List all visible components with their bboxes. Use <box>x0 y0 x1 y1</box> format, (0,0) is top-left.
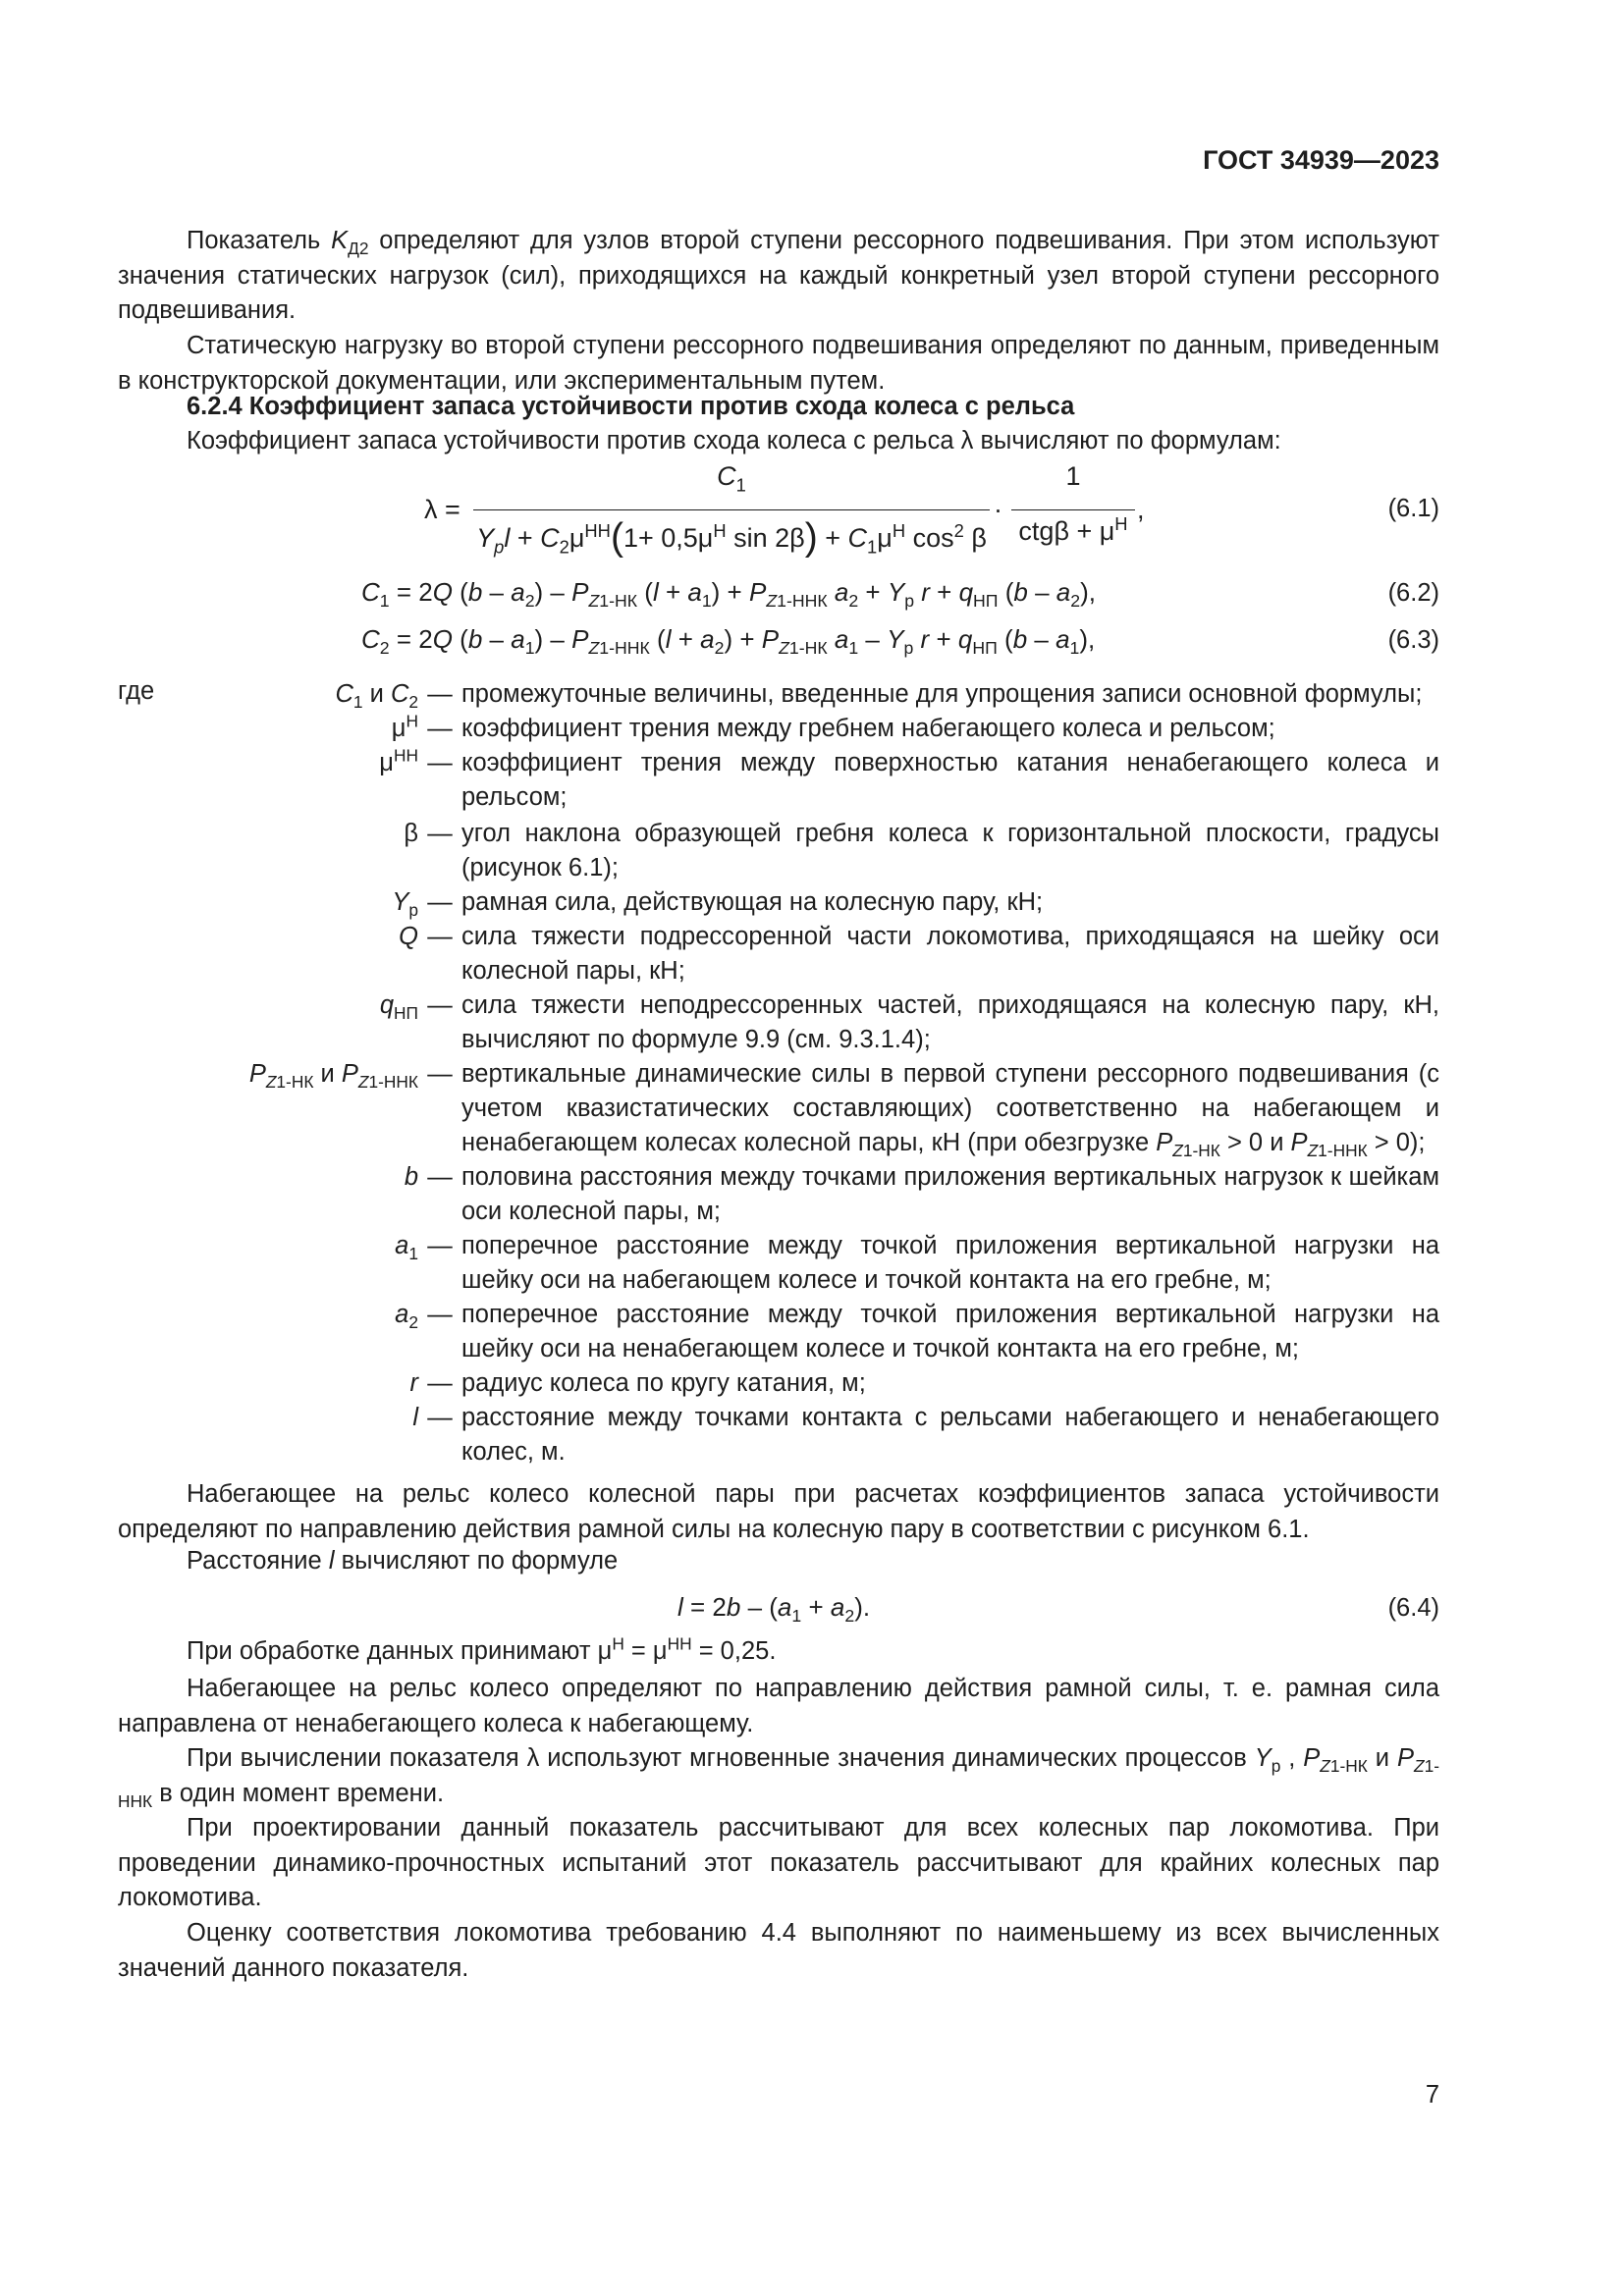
definition-q: Q — сила тяжести подрессоренной части локомотива, приходящаяся на шейку оси колесной пары, кН; <box>399 923 1439 985</box>
definition-yp: $Y_р$ — рамная сила, действующая на колесную пару, кН; <box>392 888 1044 921</box>
equation-6-1: λ = $C_1$ $Y_pl + C_2\mu^{НН}(1+ 0,5\mu^Н$ $\sin 2\beta) + C_1\mu^Н$ $\cos^2 \beta$ · 1 $ctg\beta + \mu^Н$ , <box>424 461 1145 559</box>
paragraph-static-load: Статическую нагрузку во второй ступени рессорного подвешивания определяют по данным, приведенным в конструкторской документации, или экспериментальным путем. <box>118 332 1439 395</box>
definition-q-np: $q_{НП}$ — сила тяжести неподрессоренных частей, приходящаяся на колесную пару, кН, вычисляют по формуле 9.9 (см. 9.3.1.4); <box>379 991 1439 1053</box>
paragraph-friction-values: При обработке данных принимают $\mu^Н = \mu^{НН} = 0,25$. <box>187 1633 777 1665</box>
equation-6-2: $C_1 = 2Q$ $(b - a_2) - P_{Z1-НК}$ $(l + a_1) + P_{Z1-ННК}$ $a_2 + Y_р$ $r + q_{НП}$ $(b - a_2)$, <box>361 577 1096 612</box>
equation-6-3: $C_2 = 2Q$ $(b - a_1) - P_{Z1-ННК}$ $(l + a_2) + P_{Z1-НК}$ $a_1 - Y_р$ $r + q_{НП}$ $(b - a_1)$, <box>361 624 1096 659</box>
paragraph-frame-force: Набегающее на рельс колесо определяют по направлению действия рамной силы, т. е. рамная сила направлена от ненабегающего колеса к набегающему. <box>118 1675 1439 1737</box>
definitions-list <box>118 677 1439 1469</box>
paragraph-distance-l: Расстояние l вычисляют по формуле <box>187 1547 619 1575</box>
page-number: 7 <box>1425 2081 1439 2109</box>
standard-number: ГОСТ 34939—2023 <box>1203 145 1439 175</box>
equation-number-6-2: (6.2) <box>1387 579 1439 607</box>
section-lead: Коэффициент запаса устойчивости против схода колеса с рельса λ вычисляют по формулам: <box>187 427 1281 454</box>
paragraph-leading-wheel: Набегающее на рельс колесо колесной пары при расчетах коэффициентов запаса устойчивости определяют по направлению действия рамной силы на колесную пару в соответствии с рисунком 6.1. <box>118 1480 1439 1543</box>
definition-l: l — расстояние между точками контакта с рельсами набегающего и ненабегающего колес, м. <box>412 1404 1439 1466</box>
equation-6-4: $l = 2b - (a_1 + a_2)$. <box>677 1592 871 1627</box>
definition-beta: β — угол наклона образующей гребня колеса к горизонтальной плоскости, градусы (рисунок 6.1); <box>404 820 1439 881</box>
paragraph-kd2: Показатель $K_{Д2}$ определяют для узлов второй ступени рессорного подвешивания. При этом используют значения статических нагрузок (сил), приходящихся на каждый конкретный узел второй ступени рессорного подвешивания. <box>118 227 1440 324</box>
definition-b: b — половина расстояния между точками приложения вертикальных нагрузок к шейкам оси колесной пары, м; <box>404 1163 1439 1225</box>
equation-number-6-4: (6.4) <box>1387 1594 1439 1622</box>
equation-number-6-3: (6.3) <box>1387 626 1439 654</box>
definition-r: r — радиус колеса по кругу катания, м; <box>409 1369 866 1397</box>
definition-a1: $a_1$ — поперечное расстояние между точкой приложения вертикальной нагрузки на шейку оси на набегающем колесе и точкой контакта на его гребне, м; <box>395 1232 1439 1294</box>
paragraph-instant-values: При вычислении показателя λ используют мгновенные значения динамических процессов $Y_р$ , $P_{Z1-НК}$ и $P_{Z1-ННК}$ в один момент времени. <box>118 1744 1439 1811</box>
definition-c1-c2: $C_1$ и $C_2$ — промежуточные величины, введенные для упрощения записи основной формулы; <box>335 680 1423 713</box>
definition-mu-hh: $\mu^{НН}$ — коэффициент трения между поверхностью катания ненабегающего колеса и рельсом; <box>379 745 1439 811</box>
where-label: где <box>118 677 155 705</box>
equation-number-6-1: (6.1) <box>1387 495 1439 522</box>
paragraph-design: При проектировании данный показатель рассчитывают для всех колесных пар локомотива. При проведении динамико-прочностных испытаний этот показатель рассчитывают для крайних колесных пар локомотива. <box>118 1814 1439 1911</box>
definition-mu-h: $\mu^Н$ — коэффициент трения между гребнем набегающего колеса и рельсом; <box>391 711 1275 742</box>
paragraph-assessment: Оценку соответствия локомотива требованию 4.4 выполняют по наименьшему из всех вычисленных значений данного показателя. <box>118 1919 1439 1982</box>
definition-pz1: $P_{Z1-НК}$ и $P_{Z1-ННК}$ — вертикальные динамические силы в первой ступени рессорного подвешивания (с учетом квазистатических составляющих) соответственно на набегающем и ненабегающем колесах колесной пары, кН (при обезгрузке $P_{Z1-НК} > 0$ и $P_{Z1-ННК} > 0$); <box>248 1060 1439 1161</box>
definition-a2: $a_2$ — поперечное расстояние между точкой приложения вертикальной нагрузки на шейку оси на ненабегающем колесе и точкой контакта на его гребне, м; <box>395 1301 1439 1362</box>
section-heading: 6.2.4 Коэффициент запаса устойчивости против схода колеса с рельса <box>187 393 1075 420</box>
